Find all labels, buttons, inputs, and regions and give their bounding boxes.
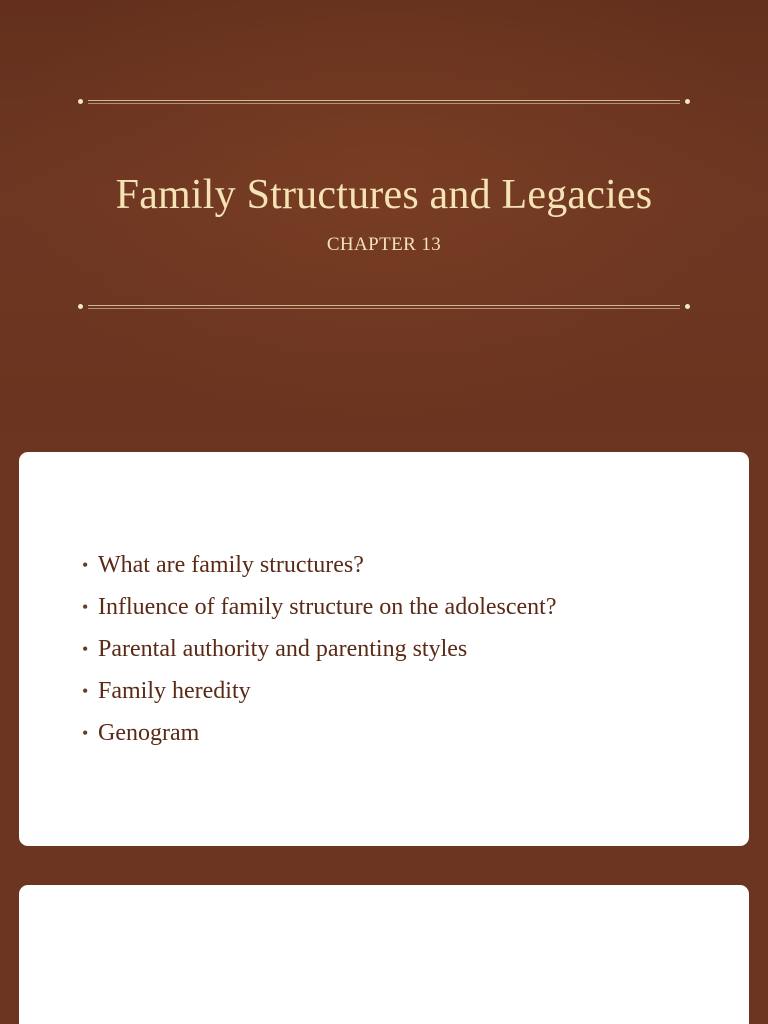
rule-line: [88, 103, 680, 104]
slide-subtitle: CHAPTER 13: [326, 234, 442, 255]
rule-line: [88, 308, 680, 309]
rule-line: [88, 100, 680, 101]
bullet-icon: •: [82, 555, 89, 575]
bullet-icon: •: [82, 723, 89, 743]
bullet-item: [82, 544, 722, 586]
bullet-item: [82, 712, 722, 754]
bullet-text: Family heredity: [98, 678, 251, 704]
rule-dot: [685, 304, 690, 309]
rule-dot: [78, 304, 83, 309]
bullet-item: [82, 670, 722, 712]
bullet-text: Influence of family structure on the adolescent?: [98, 594, 557, 620]
bullet-item: [82, 628, 722, 670]
rule-line: [88, 305, 680, 306]
bullet-list: [82, 544, 722, 754]
bullet-icon: •: [82, 597, 89, 617]
bullet-icon: •: [82, 639, 89, 659]
bullet-icon: •: [82, 681, 89, 701]
rule-dot: [685, 99, 690, 104]
bullet-item: [82, 586, 722, 628]
bullet-text: What are family structures?: [98, 552, 364, 578]
top-decorative-rule: [78, 99, 690, 105]
next-slide[interactable]: [19, 885, 749, 1024]
content-slide[interactable]: [19, 452, 749, 846]
bottom-decorative-rule: [78, 304, 690, 310]
title-slide[interactable]: [0, 0, 768, 432]
slide-title: Family Structures and Legacies: [115, 172, 653, 218]
rule-dot: [78, 99, 83, 104]
bullet-text: Parental authority and parenting styles: [98, 636, 468, 662]
bullet-text: Genogram: [98, 720, 200, 746]
